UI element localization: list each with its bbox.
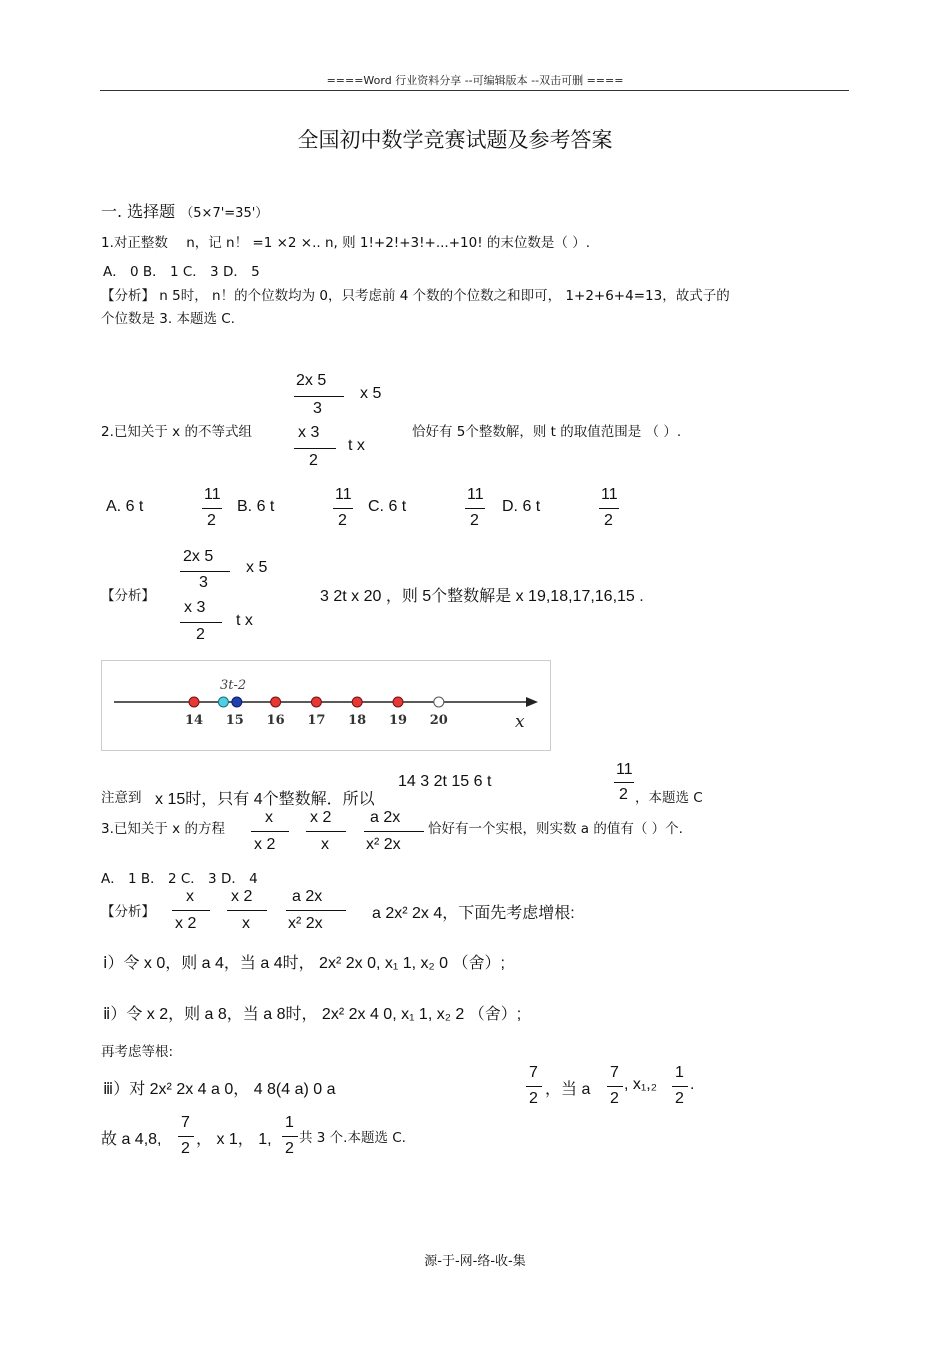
q3-c3-f2-den: 2 [610,1090,619,1107]
q2-sys2-rhs: t x [348,437,365,454]
q1-analysis-line1: 【分析】 n 5时， n！的个位数均为 0，只考虑前 4 个数的个位数之和即可， 1+2+6+4=13，故式子的 [101,288,730,304]
point-17 [311,697,321,707]
q2-ana-sys1-num: 2x 5 [183,548,214,565]
q2-option-c-den: 2 [470,512,479,529]
q3-stem-pre: 3.已知关于 x 的方程 [101,821,225,837]
q3-concl-f2-bar [282,1136,298,1137]
point-3t-2 [218,697,228,707]
q3-ana-f1-num: x [186,888,194,905]
point-18 [352,697,362,707]
point-19 [393,697,403,707]
q3-c3-f3-num: 1 [675,1064,684,1081]
q3-ana-f3-num: a 2x [292,888,323,905]
q1-stem [101,231,590,251]
q2-option-a-den: 2 [207,512,216,529]
q3-f1-bar [251,831,289,832]
q3-f3-den: x² 2x [366,836,401,853]
q3-then: 再考虑等根: [101,1044,174,1060]
q3-f3-bar [364,831,424,832]
q2-sys1-num: 2x 5 [296,372,327,389]
point-15 [232,697,242,707]
tick-label-19: 19 [388,713,408,728]
q2-option-b-bar [333,508,353,509]
q2-option-b-num: 11 [335,486,352,503]
q2-sys1-den: 3 [313,400,322,417]
q2-analysis-body: 3 2t x 20 ，则 5个整数解是 x 19,18,17,16,15 . [320,588,644,605]
q3-ana-f1-den: x 2 [175,915,197,932]
q2-ana-sys1-den: 3 [199,574,208,591]
q2-note-end: ，本题选 C [635,790,703,806]
q1-stem-a: 1.对正整数 [101,235,168,251]
q2-ana-sys2-rhs: t x [236,612,253,629]
q2-sys2-num: x 3 [298,424,320,441]
section-score: （5×7'=35'） [180,206,269,221]
q2-note-a: 注意到 [101,790,142,806]
page-footer: 源-于-网-络-收-集 [424,1254,526,1269]
arrow-head-icon [526,697,538,707]
q3-concl-f1-num: 7 [181,1114,190,1131]
q2-ana-sys2-bar [180,622,222,623]
point-16 [271,697,281,707]
q3-f1-num: x [265,809,273,826]
q3-concl-f1-bar [178,1136,194,1137]
q2-ana-sys1-rhs: x 5 [246,559,268,576]
tick-label-18: 18 [348,713,367,728]
q2-option-a-bar [202,508,222,509]
tick-label-14: 14 [184,713,204,728]
q1-stem-n: n，记 n！ =1 ×2 ×.. n, [186,235,338,251]
q2-note-ineq: 14 3 2t 15 6 t [398,773,492,790]
q2-option-b-den: 2 [338,512,347,529]
q3-analysis-label: 【分析】 [101,904,155,920]
page-header: ====Word 行业资料分享 --可编辑版本 --双击可删 ==== [326,74,624,87]
q1-options: A． 0 B． 1 C． 3 D． 5 [103,264,260,280]
q2-option-b: B. 6 t [237,498,275,515]
page-title: 全国初中数学竞赛试题及参考答案 [297,128,613,152]
q3-f2-den: x [321,836,329,853]
q2-option-c-bar [465,508,485,509]
number-line-svg [102,661,550,750]
q2-stem-post: 恰好有 5个整数解，则 t 的取值范围是 （ ）. [412,424,682,440]
number-line-figure [101,660,551,751]
number-line-axis-label: x [515,712,525,732]
q3-case1: ⅰ）令 x 0，则 a 4，当 a 4时， 2x² 2x 0, x₁ 1, x₂ 0 （舍）; [103,955,505,972]
q3-analysis-rest: a 2x² 2x 4，下面先考虑增根: [372,905,575,922]
tick-label-15: 15 [225,713,244,728]
q2-option-c-num: 11 [467,486,484,503]
q2-sys2-bar [294,448,336,449]
q3-f1-den: x 2 [254,836,276,853]
q3-ana-f2-bar [227,910,267,911]
q2-option-a: A. 6 t [106,498,144,515]
q3-stem-post: 恰好有一个实根，则实数 a 的值有（ ）个. [428,821,683,837]
q2-sys1-rhs: x 5 [360,385,382,402]
q3-f3-num: a 2x [370,809,401,826]
q3-case3-b: ，当 a [545,1081,591,1098]
q3-c3-f3-den: 2 [675,1090,684,1107]
number-line-label: 3t-2 [220,678,247,693]
tick-label-17: 17 [307,713,326,728]
q3-c3-f2-num: 7 [610,1064,619,1081]
q2-option-a-num: 11 [204,486,221,503]
q1-analysis-line2: 个位数是 3. 本题选 C. [101,311,235,327]
q3-ana-f3-bar [286,910,346,911]
q2-note-frac-num: 11 [616,761,633,778]
q3-ana-f3-den: x² 2x [288,915,323,932]
q3-concl-f2-den: 2 [285,1140,294,1157]
q3-concl-c: 共 3 个.本题选 C. [299,1130,406,1146]
q2-option-d-bar [599,508,619,509]
q2-option-d: D. 6 t [502,498,541,515]
q3-c3-f1-bar [526,1086,542,1087]
q2-ana-sys1-bar [180,571,230,572]
q2-note-frac-bar [614,782,634,783]
q2-option-d-den: 2 [604,512,613,529]
section-label: 一. 选择题 [101,202,176,221]
q3-ana-f2-den: x [242,915,250,932]
q2-sys1-bar [294,396,344,397]
q3-options: A． 1 B． 2 C． 3 D． 4 [101,871,258,887]
q2-ana-sys2-den: 2 [196,626,205,643]
q2-note-frac-den: 2 [619,786,628,803]
point-20-open [434,697,444,707]
q2-analysis-label: 【分析】 [101,588,155,604]
q3-c3-f1-num: 7 [529,1064,538,1081]
point-14 [189,697,199,707]
q3-concl-f1-den: 2 [181,1140,190,1157]
q2-option-d-num: 11 [601,486,618,503]
tick-label-20: 20 [429,713,448,728]
header-rule [100,90,849,91]
q3-c3-f1-den: 2 [529,1090,538,1107]
q3-ana-f1-bar [172,910,210,911]
q3-c3-f2-bar [607,1086,623,1087]
q3-f2-num: x 2 [310,809,332,826]
q2-ana-sys2-num: x 3 [184,599,206,616]
tick-label-16: 16 [266,713,285,728]
q3-case3-a: ⅲ）对 2x² 2x 4 a 0， 4 8(4 a) 0 a [103,1081,336,1098]
q3-concl-b: ， x 1， 1, [196,1131,272,1148]
q3-c3-f3-bar [672,1086,688,1087]
q2-option-c: C. 6 t [368,498,407,515]
q3-concl-f2-num: 1 [285,1114,294,1131]
q3-case3-period: . [690,1076,695,1093]
q3-concl-a: 故 a 4,8, [101,1131,162,1148]
section-heading [101,199,268,222]
q3-f2-bar [306,831,346,832]
q2-stem-pre: 2.已知关于 x 的不等式组 [101,424,252,440]
q1-stem-b: 则 1!+2!+3!+...+10! 的末位数是（ ）. [342,235,590,251]
q2-sys2-den: 2 [309,452,318,469]
q3-case3-c: , x₁,₂ [624,1076,657,1093]
q2-note-x: x 15时，只有 4个整数解．所以 [155,791,375,808]
q3-case2: ⅱ）令 x 2，则 a 8，当 a 8时， 2x² 2x 4 0, x₁ 1, x₂ 2 （舍）; [103,1006,522,1023]
q3-ana-f2-num: x 2 [231,888,253,905]
